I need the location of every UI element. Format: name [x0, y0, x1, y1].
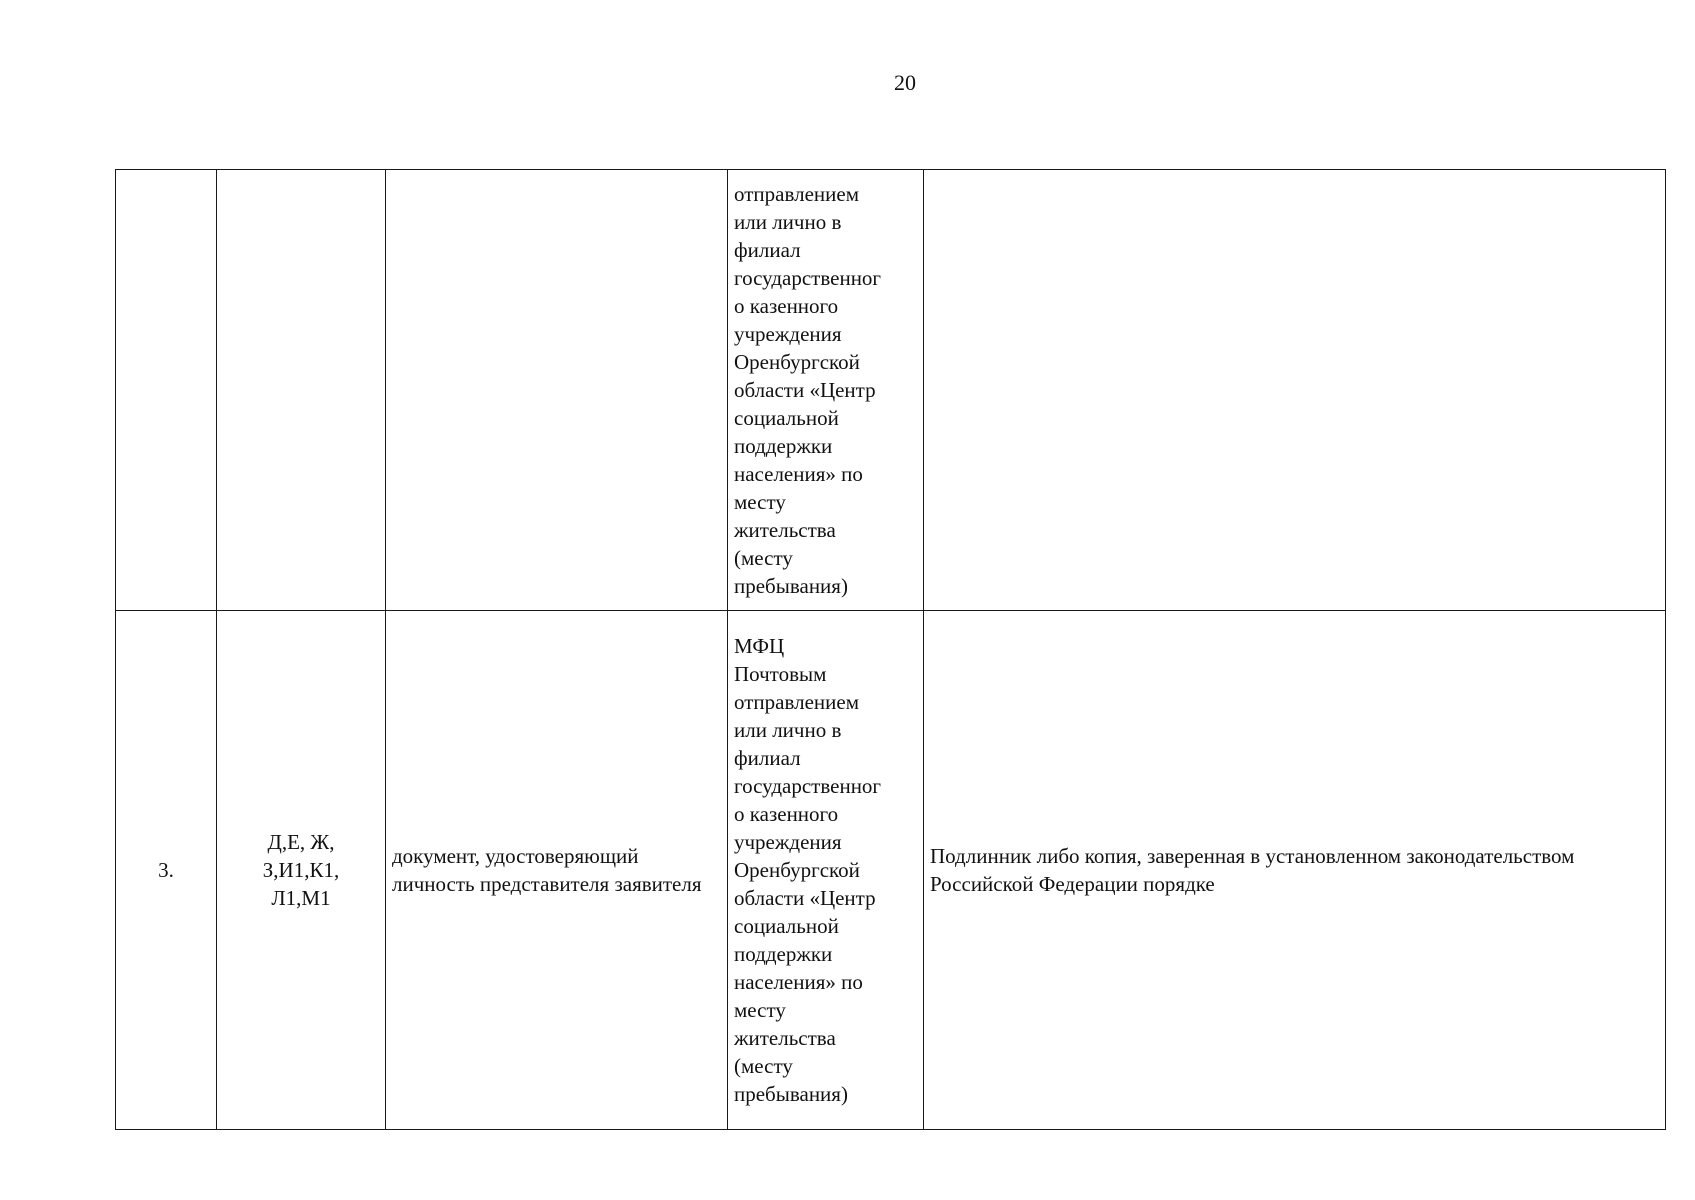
submission-line: учреждения	[734, 830, 842, 854]
submission-line: филиал	[734, 238, 801, 262]
submission-line: МФЦ	[734, 634, 785, 658]
cell-document-name: документ, удостоверяющий личность представителя заявителя	[386, 611, 728, 1130]
submission-line: о казенного	[734, 294, 839, 318]
page-number: 20	[894, 70, 916, 95]
submission-line: Почтовым	[734, 662, 827, 686]
table-row-3	[116, 611, 1666, 1130]
submission-line: поддержки	[734, 434, 833, 458]
submission-line: области «Центр	[734, 378, 876, 402]
submission-line: или лично в	[734, 210, 842, 234]
submission-line: отправлением	[734, 690, 859, 714]
submission-line: (месту	[734, 546, 793, 570]
submission-line: месту	[734, 490, 786, 514]
cell-submission-method	[728, 611, 924, 1130]
cell-number-empty	[116, 170, 217, 611]
submission-line: (месту	[734, 1054, 793, 1078]
submission-line: населения» по	[734, 462, 863, 486]
submission-line: пребывания)	[734, 1082, 848, 1106]
submission-line: социальной	[734, 914, 839, 938]
submission-line: учреждения	[734, 322, 842, 346]
submission-line: государственног	[734, 774, 882, 798]
submission-line: жительства	[734, 518, 836, 542]
submission-line: государственног	[734, 266, 882, 290]
cell-requirement: Подлинник либо копия, заверенная в установленном законодательством Российской Федерации порядке	[924, 611, 1666, 1130]
submission-line: отправлением	[734, 182, 859, 206]
submission-line: филиал	[734, 746, 801, 770]
category-line: З,И1,К1,	[262, 858, 340, 882]
submission-line: о казенного	[734, 802, 839, 826]
cell-categories-empty	[217, 170, 386, 611]
submission-line: поддержки	[734, 942, 833, 966]
category-line: Л1,М1	[271, 886, 331, 910]
cell-requirement-empty	[924, 170, 1666, 611]
cell-categories	[217, 611, 386, 1130]
submission-line: Оренбургской	[734, 350, 860, 374]
category-line: Д,Е, Ж,	[267, 830, 335, 854]
documents-table	[115, 169, 1666, 1130]
cell-document-empty	[386, 170, 728, 611]
cell-submission-method	[728, 170, 924, 611]
submission-line: жительства	[734, 1026, 836, 1050]
submission-line: области «Центр	[734, 886, 876, 910]
cell-row-number: 3.	[116, 611, 217, 1130]
submission-line: социальной	[734, 406, 839, 430]
submission-line: населения» по	[734, 970, 863, 994]
submission-line: Оренбургской	[734, 858, 860, 882]
table-row-continued	[116, 170, 1666, 611]
submission-line: или лично в	[734, 718, 842, 742]
submission-line: месту	[734, 998, 786, 1022]
submission-line: пребывания)	[734, 574, 848, 598]
